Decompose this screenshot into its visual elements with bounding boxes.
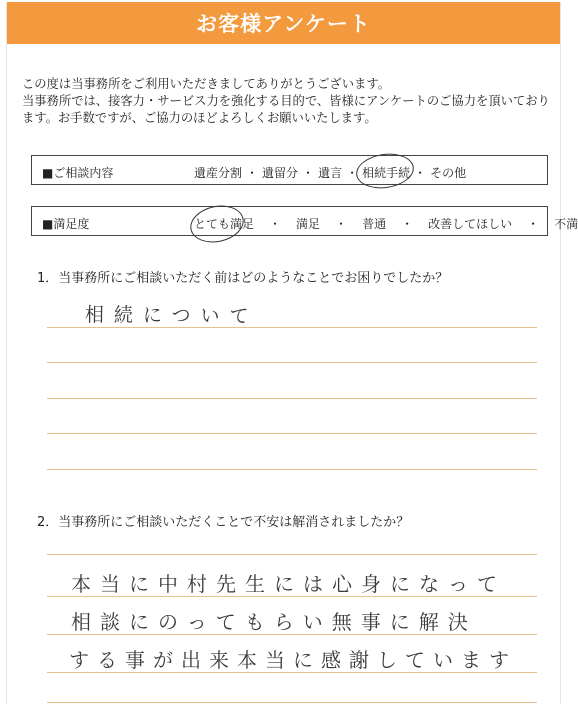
answer-2-handwriting-line: 本当に中村先生には心身になって	[71, 572, 506, 596]
satisfaction-option[interactable]: 不満	[554, 217, 578, 231]
answer-line	[47, 362, 537, 363]
option-separator: ・	[527, 217, 540, 231]
option-separator: ・	[246, 166, 259, 180]
satisfaction-option[interactable]: 満足	[296, 217, 321, 231]
satisfaction-option-selected[interactable]: とても満足	[194, 215, 254, 232]
answer-line	[47, 672, 537, 673]
consult-content-box	[31, 155, 548, 185]
satisfaction-option[interactable]: 改善してほしい	[428, 217, 513, 231]
answer-line	[47, 398, 537, 399]
consult-content-options	[194, 164, 466, 181]
intro-text	[22, 76, 552, 127]
consult-content-label: ■ご相談内容	[42, 166, 114, 180]
option-separator: ・	[335, 217, 348, 231]
consult-option[interactable]: 遺留分	[262, 166, 299, 180]
consult-option[interactable]: 遺言	[318, 166, 343, 180]
answer-line	[47, 596, 537, 597]
survey-title: お客様アンケート	[196, 12, 371, 36]
consult-option-selected[interactable]: 相続手続	[362, 164, 410, 181]
satisfaction-box	[31, 206, 578, 236]
satisfaction-label: ■満足度	[42, 217, 90, 231]
survey-header	[7, 2, 560, 44]
answer-2-handwriting-line: 相談にのってもらい無事に解決	[71, 610, 477, 634]
survey-sheet	[6, 2, 578, 704]
satisfaction-option[interactable]: 普通	[362, 217, 387, 231]
answer-line	[47, 702, 537, 703]
consult-option[interactable]: 遺産分割	[194, 166, 243, 180]
option-separator: ・	[414, 166, 427, 180]
question-2: 2．当事務所にご相談いただくことで不安は解消されましたか？	[37, 515, 410, 530]
answer-line	[47, 554, 537, 555]
answer-2-handwriting-line: する事が出来本当に感謝しています	[69, 648, 517, 672]
answer-line	[47, 634, 537, 635]
option-separator: ・	[346, 166, 359, 180]
intro-line: 当事務所では、接客力・サービス力を強化する目的で、皆様にアンケートのご協力を頂いており	[22, 94, 550, 108]
question-1: 1．当事務所にご相談いただく前はどのようなことでお困りでしたか？	[37, 271, 449, 286]
answer-line	[47, 327, 537, 328]
selection-circle	[187, 201, 247, 247]
option-separator: ・	[302, 166, 315, 180]
option-separator: ・	[401, 217, 414, 231]
answer-line	[47, 433, 537, 434]
satisfaction-options	[194, 215, 578, 232]
intro-line: この度は当事務所をご利用いただきましてありがとうございます。	[22, 77, 390, 91]
option-separator: ・	[269, 217, 282, 231]
intro-line: ます。お手数ですが、ご協力のほどよろしくお願いいたします。	[22, 111, 377, 125]
selection-circle	[354, 150, 416, 192]
answer-1-handwriting: 相続について	[84, 303, 259, 329]
answer-line	[47, 469, 537, 470]
consult-option[interactable]: その他	[430, 166, 467, 180]
